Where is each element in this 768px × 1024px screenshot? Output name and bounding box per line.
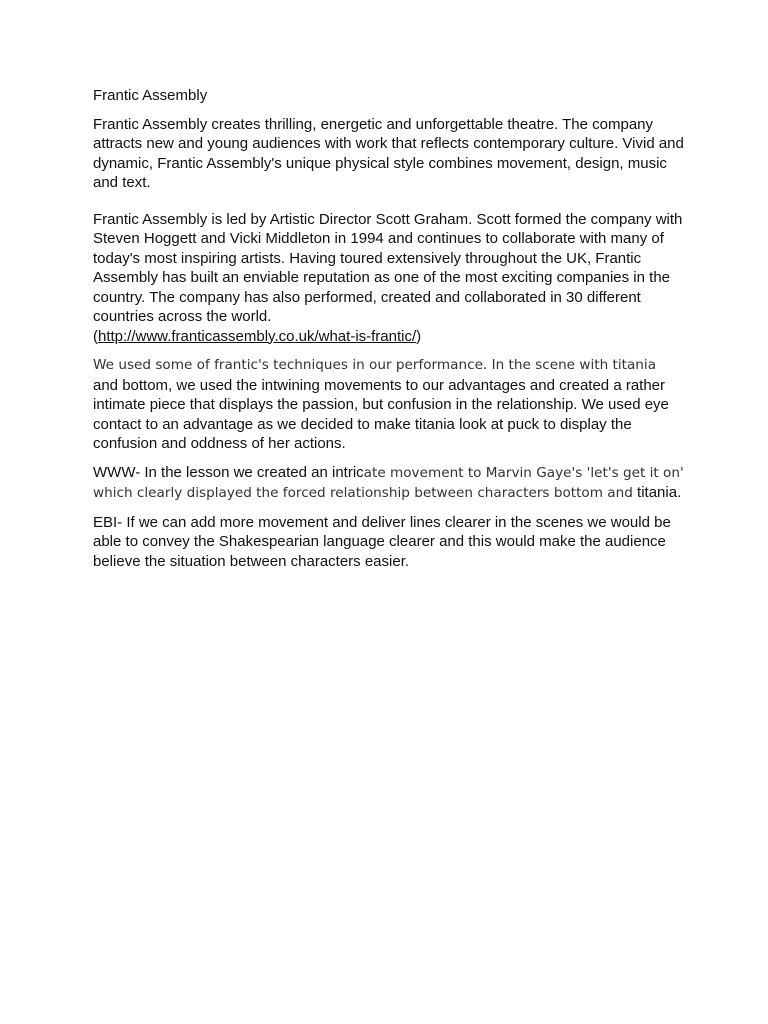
link-close-paren: ) bbox=[416, 327, 422, 345]
document-title: Frantic Assembly bbox=[93, 87, 208, 104]
paragraph-www-mid: ate movement to Marvin Gaye's 'let's get it on' which clearly displayed the forced relationship between characters bottom and bbox=[93, 464, 684, 501]
paragraph-intro bbox=[93, 115, 685, 193]
link-open-paren: ( bbox=[93, 327, 98, 345]
paragraph-leadership bbox=[93, 210, 685, 347]
paragraph-performance-text: and bottom, we used the intwining movements to our advantages and created a rather intimate piece that displays the passion, but confusion in the relationship. We used eye contact to an advantage as we decided to make titania look at puck to display the confusion and oddness of her actions. bbox=[93, 376, 669, 452]
paragraph-ebi bbox=[93, 513, 685, 572]
paragraph-www-end: titania. bbox=[632, 484, 682, 501]
paragraph-ebi-text: EBI- If we can add more movement and deliver lines clearer in the scenes we would be able to convey the Shakespearian language clearer and this would make the audience believe the situation between characters easier. bbox=[93, 513, 671, 570]
paragraph-intro-text: Frantic Assembly creates thrilling, energetic and unforgettable theatre. The company attracts new and young audiences with work that reflects contemporary culture. Vivid and dynamic, Frantic Assembly's unique physical style combines movement, design, music and text. bbox=[93, 115, 684, 191]
frantic-website-link[interactable]: http://www.franticassembly.co.uk/what-is-frantic/ bbox=[98, 327, 417, 345]
paragraph-performance bbox=[93, 355, 685, 454]
paragraph-leadership-text: Frantic Assembly is led by Artistic Director Scott Graham. Scott formed the company with Steven Hoggett and Vicki Middleton in 1994 and continues to collaborate with many of today's most inspiring artists. Having toured extensively throughout the UK, Frantic Assembly has built an enviable reputation as one of the most exciting companies in the country. The company has also performed, created and collaborated in 30 different countries across the world. bbox=[93, 210, 683, 325]
document-body bbox=[93, 86, 685, 580]
paragraph-performance-lead: We used some of frantic's techniques in our performance. In the scene with titania bbox=[93, 357, 657, 373]
paragraph-www-lead: WWW- In the lesson we created an intric bbox=[93, 463, 364, 481]
paragraph-www bbox=[93, 463, 685, 504]
